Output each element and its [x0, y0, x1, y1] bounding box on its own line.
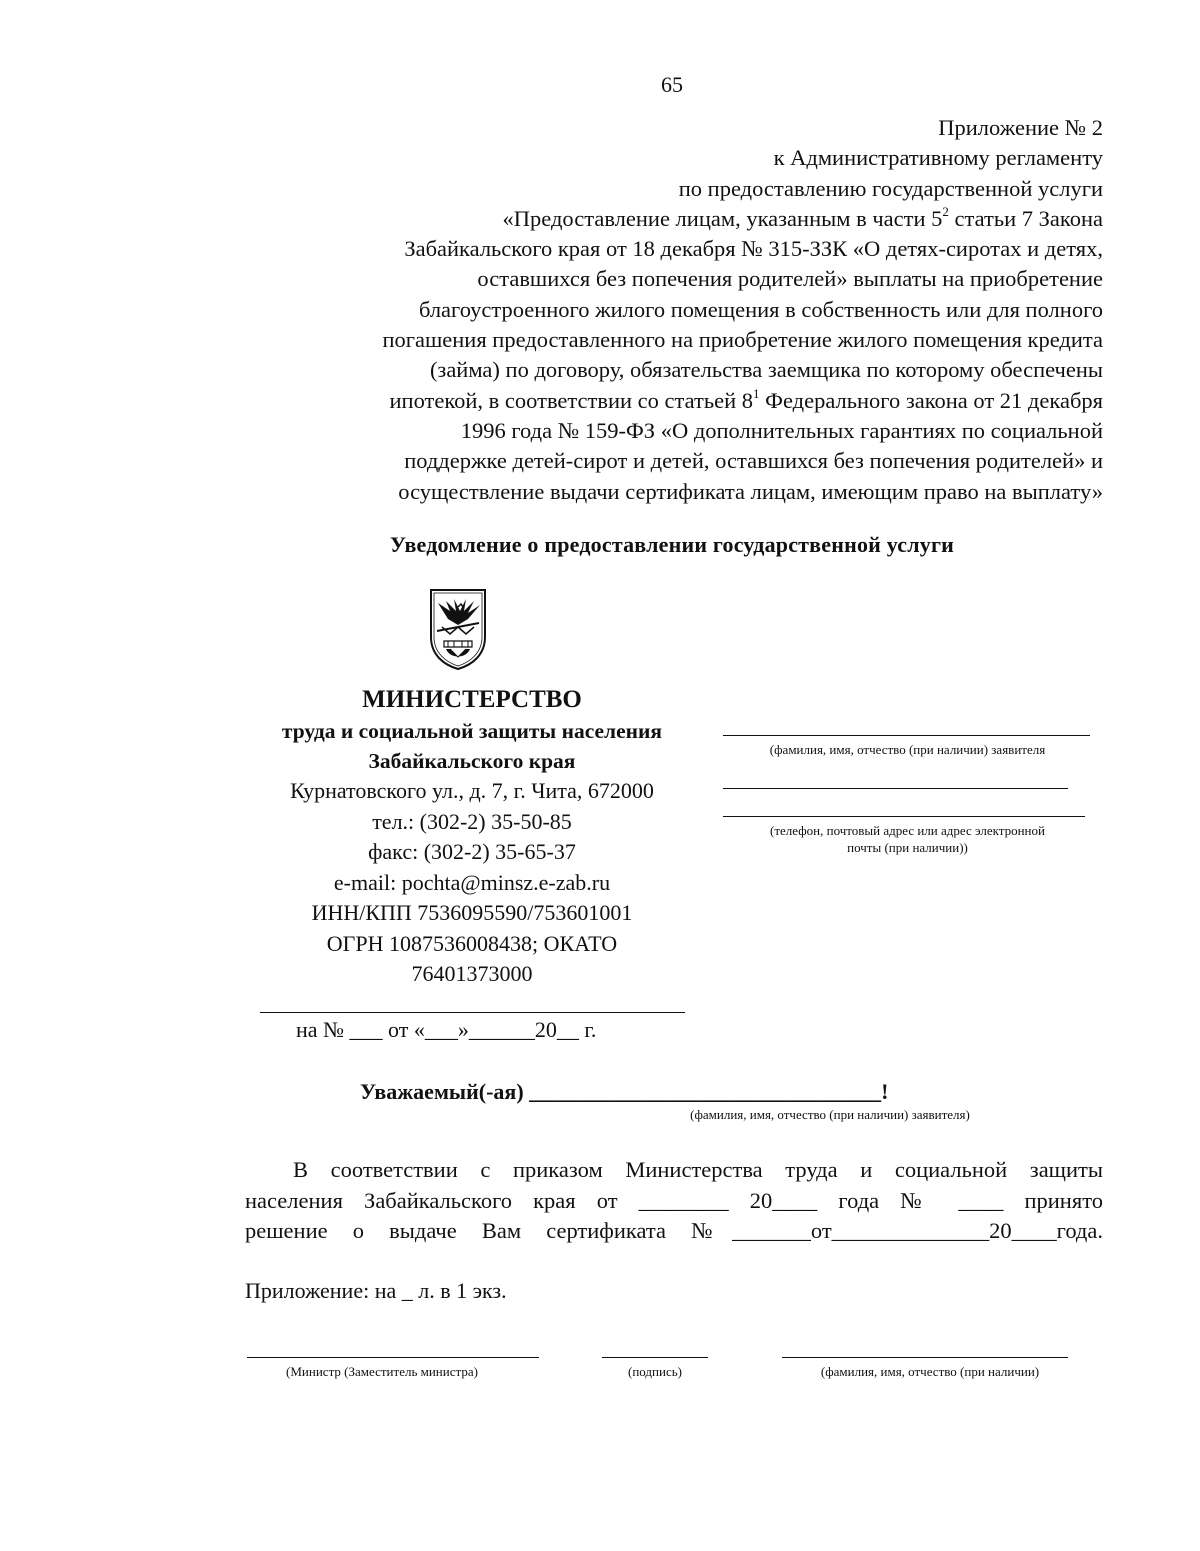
recipient-contact-line-2 — [723, 816, 1085, 817]
annex-line: осуществление выдачи сертификата лицам, имеющим право на выплату» — [398, 478, 1103, 504]
ministry-ogrn: ОГРН 1087536008438; ОКАТО — [326, 930, 618, 956]
recipient-name-line — [723, 735, 1090, 736]
annex-line: Приложение № 2 — [938, 115, 1103, 140]
ministry-fax: факс: (302-2) 35-65-37 — [368, 839, 576, 864]
annex-line: Забайкальского края от 18 декабря № 315-ЗЗК «О детях-сиротах и детях, — [404, 236, 1103, 262]
ministry-subtitle: труда и социальной защиты населения — [281, 719, 663, 743]
ministry-address: Курнатовского ул., д. 7, г. Чита, 672000 — [290, 778, 654, 803]
annex-line: оставшихся без попечения родителей» выплаты на приобретение — [477, 266, 1103, 292]
signature-line-name — [782, 1357, 1068, 1358]
superscript: 2 — [942, 203, 949, 219]
annex-line: благоустроенного жилого помещения в собственность или для полного — [418, 296, 1103, 322]
coat-of-arms-icon — [428, 587, 488, 671]
annex-line: 1996 года № 159-ФЗ «О дополнительных гарантиях по социальной — [460, 417, 1103, 443]
body-line: решение о выдаче Вам сертификата №_______от______________20____года. — [245, 1218, 1103, 1243]
recipient-contact-line-1 — [723, 788, 1068, 789]
ministry-name: МИНИСТЕРСТВО — [362, 686, 582, 713]
annex-line-text: ипотекой, в соответствии со статьей 8 — [389, 387, 754, 413]
signature-line-minister — [247, 1357, 539, 1358]
annex-line: к Административному регламенту — [773, 145, 1103, 171]
annex-line: по предоставлению государственной услуги — [678, 175, 1103, 201]
ministry-inn: ИНН/КПП 7536095590/753601001 — [311, 900, 633, 925]
annex-line: (займа) по договору, обязательства заемщика по которому обеспечены — [429, 357, 1103, 383]
body-line: В соответствии с приказом Министерства труда и социальной защиты — [293, 1157, 1103, 1182]
recipient-name-caption: (фамилия, имя, отчество (при наличии) заявителя — [769, 742, 1046, 757]
body-paragraph — [245, 1155, 1103, 1247]
annex-line-tail: Федерального закона от 21 декабря — [759, 387, 1103, 413]
ministry-region: Забайкальского края — [368, 749, 576, 773]
signature-caption-name: (фамилия, имя, отчество (при наличии) — [820, 1364, 1040, 1379]
attachment-line: Приложение: на _ л. в 1 экз. — [245, 1278, 507, 1303]
document-title: Уведомление о предоставлении государственной услуги — [389, 532, 955, 557]
page-number: 65 — [661, 72, 683, 97]
salutation-caption: (фамилия, имя, отчество (при наличии) заявителя) — [690, 1107, 970, 1122]
reference-rule — [260, 1012, 685, 1013]
annex-line: погашения предоставленного на приобретение жилого помещения кредита — [382, 327, 1103, 353]
reference-number: на № ___ от «___»______20__ г. — [296, 1017, 597, 1042]
annex-line — [283, 386, 1103, 416]
ministry-email: e-mail: pochta@minsz.e-zab.ru — [333, 869, 611, 895]
annex-line-text: «Предоставление лицам, указанным в части 5 — [502, 205, 943, 231]
signature-line-sign — [602, 1357, 708, 1358]
annex-line — [283, 204, 1103, 234]
body-line: населения Забайкальского края от ________ 20____ года № ____ принято — [245, 1187, 1103, 1213]
salutation: Уважаемый(-ая) ________________________________! — [360, 1079, 889, 1104]
recipient-contact-caption-line: почты (при наличии)) — [847, 840, 968, 855]
signature-caption-sign: (подпись) — [628, 1364, 682, 1379]
ministry-phone: тел.: (302-2) 35-50-85 — [372, 808, 572, 834]
ministry-block — [244, 683, 700, 990]
recipient-contact-caption — [715, 822, 1100, 856]
annex-header — [283, 113, 1103, 507]
annex-line-tail: статьи 7 Закона — [948, 205, 1103, 231]
ministry-okato: 76401373000 — [411, 961, 533, 986]
signature-caption-minister: (Министр (Заместитель министра) — [286, 1364, 478, 1379]
annex-line: поддержке детей-сирот и детей, оставшихся без попечения родителей» и — [404, 448, 1103, 474]
recipient-contact-caption-line: (телефон, почтовый адрес или адрес электронной — [770, 823, 1045, 838]
superscript: 1 — [753, 385, 760, 401]
